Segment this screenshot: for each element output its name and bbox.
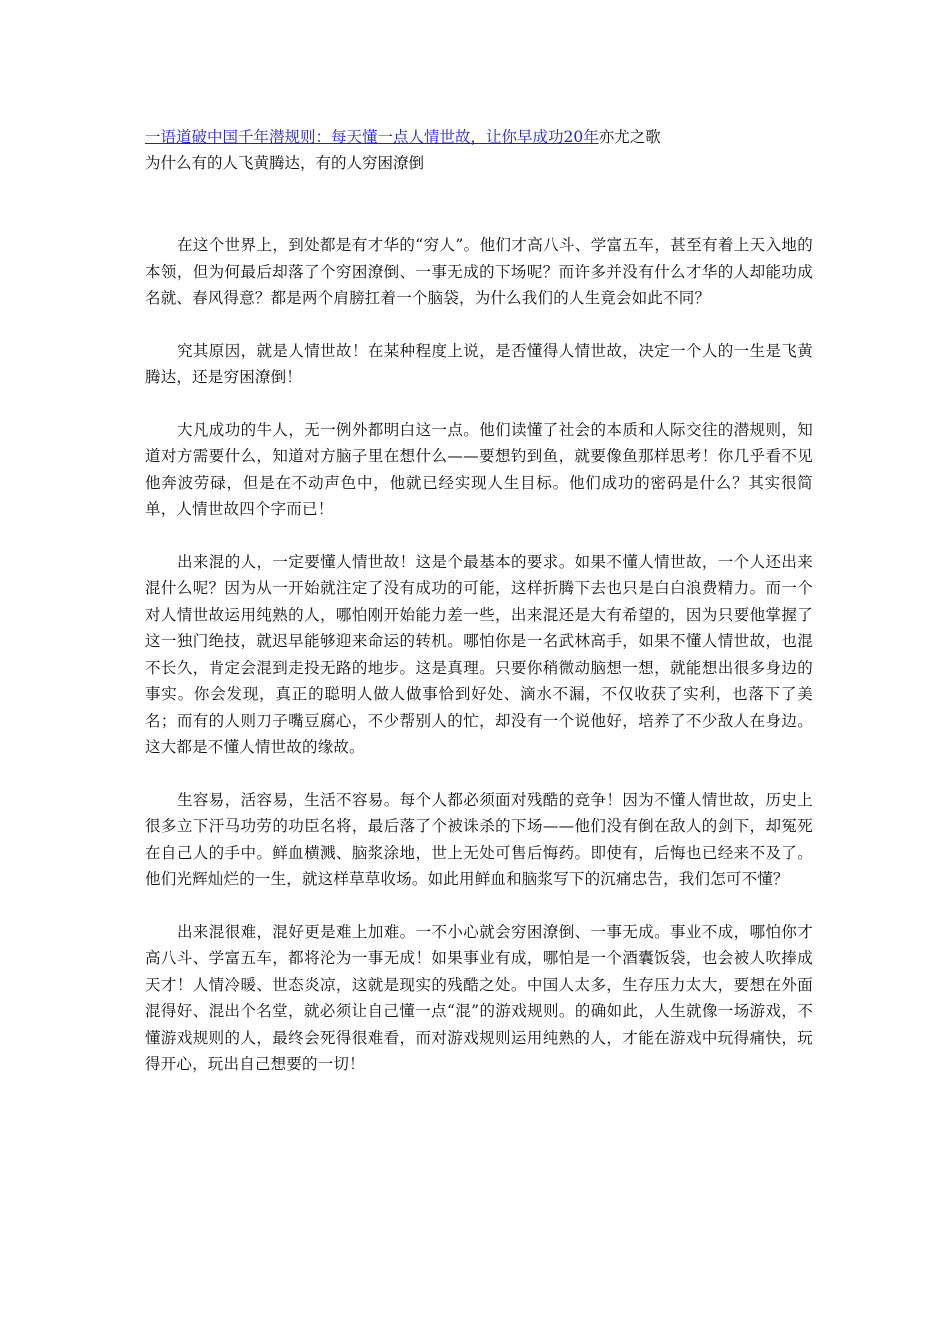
paragraph: 在这个世界上，到处都是有才华的“穷人”。他们才高八斗、学富五车，甚至有着上天入地的本领，但为何最后却落了个穷困潦倒、一事无成的下场呢？而许多并没有什么才华的人却能功成名就、春风得意？都是两个肩膀扛着一个脑袋，为什么我们的人生竟会如此不同？ — [145, 236, 813, 307]
header-line — [145, 124, 813, 150]
document-page — [145, 124, 813, 1104]
article-subtitle: 为什么有的人飞黄腾达，有的人穷困潦倒 — [145, 154, 425, 172]
paragraph: 究其原因，就是人情世故！在某种程度上说，是否懂得人情世故，决定一个人的一生是飞黄腾达，还是穷困潦倒！ — [145, 341, 813, 386]
paragraph: 出来混的人，一定要懂人情世故！这是个最基本的要求。如果不懂人情世故，一个人还出来混什么呢？因为从一开始就注定了没有成功的可能，这样折腾下去也只是白白浪费精力。而一个对人情世故运用纯熟的人，哪怕刚开始能力差一些，出来混还是大有希望的，因为只要他掌握了这一独门绝技，就迟早能够迎来命运的转机。哪怕你是一名武林高手，如果不懂人情世故，也混不长久，肯定会混到走投无路的地步。这是真理。只要你稍微动脑想一想，就能想出很多身边的事实。你会发现，真正的聪明人做人做事恰到好处、滴水不漏，不仅收获了实利，也落下了美名；而有的人则刀子嘴豆腐心，不少帮别人的忙，却没有一个说他好，培养了不少敌人在身边。这大都是不懂人情世故的缘故。 — [145, 552, 813, 756]
author-name: 亦尤之歌 — [598, 128, 661, 146]
paragraph: 大凡成功的牛人，无一例外都明白这一点。他们读懂了社会的本质和人际交往的潜规则，知道对方需要什么，知道对方脑子里在想什么——要想钓到鱼，就要像鱼那样思考！你几乎看不见他奔波劳碌，但是在不动声色中，他就已经实现人生目标。他们成功的密码是什么？其实很简单，人情世故四个字而已！ — [145, 420, 813, 518]
paragraph: 生容易，活容易，生活不容易。每个人都必须面对残酷的竞争！因为不懂人情世故，历史上很多立下汗马功劳的功臣名将，最后落了个被诛杀的下场——他们没有倒在敌人的剑下，却冤死在自己人的手中。鲜血横溅、脑浆涂地，世上无处可售后悔药。即使有，后悔也已经来不及了。他们光辉灿烂的一生，就这样草草收场。如此用鲜血和脑浆写下的沉痛忠告，我们怎可不懂？ — [145, 790, 813, 888]
article-title-link[interactable]: 一语道破中国千年潜规则：每天懂一点人情世故，让你早成功20年 — [145, 128, 599, 146]
article-body — [145, 232, 813, 1078]
paragraph: 出来混很难，混好更是难上加难。一不小心就会穷困潦倒、一事无成。事业不成，哪怕你才高八斗、学富五车，都将沦为一事无成！如果事业有成，哪怕是一个酒囊饭袋，也会被人吹捧成天才！人情冷暖、世态炎凉，这就是现实的残酷之处。中国人太多，生存压力太大，要想在外面混得好、混出个名堂，就必须让自己懂一点“混”的游戏规则。的确如此，人生就像一场游戏，不懂游戏规则的人，最终会死得很难看，而对游戏规则运用纯熟的人，才能在游戏中玩得痛快，玩得开心，玩出自己想要的一切！ — [145, 922, 813, 1073]
